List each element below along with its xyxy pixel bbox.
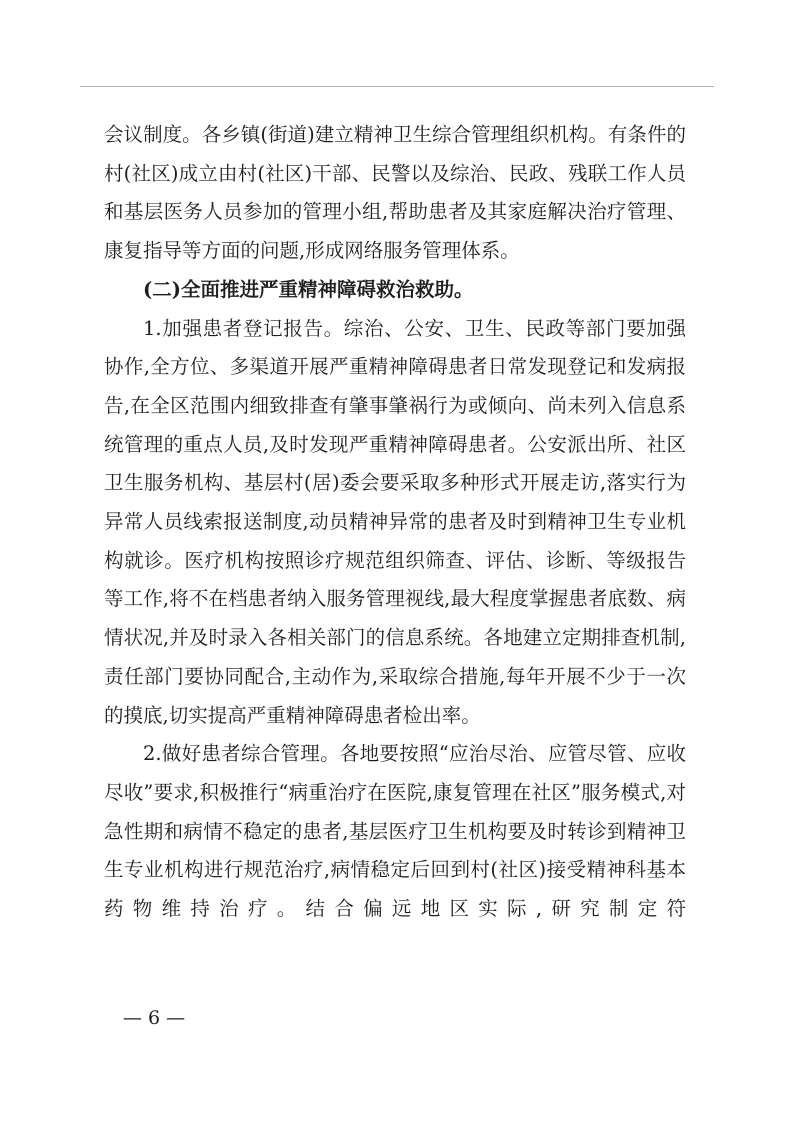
header-rule xyxy=(80,86,714,87)
paragraph-registration-report: 1.加强患者登记报告。综治、公安、卫生、民政等部门要加强协作,全方位、多渠道开展严重精神障碍患者日常发现登记和发病报告,在全区范围内细致排查有肇事肇祸行为或倾向、尚未列入信息系统管理的重点人员,及时发现严重精神障碍患者。公安派出所、社区卫生服务机构、基层村(居)委会要采取多种形式开展走访,落实行为异常人员线索报送制度,动员精神异常的患者及时到精神卫生专业机构就诊。医疗机构按照诊疗规范组织筛查、评估、诊断、等级报告等工作,将不在档患者纳入服务管理视线,最大程度掌握患者底数、病情状况,并及时录入各相关部门的信息系统。各地建立定期排查机制,责任部门要协同配合,主动作为,采取综合措施,每年开展不少于一次的摸底,切实提高严重精神障碍患者检出率。 xyxy=(104,316,686,727)
page-number: — 6 — xyxy=(122,1007,186,1029)
body-text xyxy=(104,116,686,929)
section-heading-treatment-aid: (二)全面推进严重精神障碍救治救助。 xyxy=(143,277,474,301)
paragraph-management-system: 会议制度。各乡镇(街道)建立精神卫生综合管理组织机构。有条件的村(社区)成立由村(社区)干部、民警以及综治、民政、残联工作人员和基层医务人员参加的管理小组,帮助患者及其家庭解决治疗管理、康复指导等方面的问题,形成网络服务管理体系。 xyxy=(104,123,686,263)
paragraph-comprehensive-management: 2.做好患者综合管理。各地要按照“应治尽治、应管尽管、应收尽收”要求,积极推行“病重治疗在医院,康复管理在社区”服务模式,对急性期和病情不稳定的患者,基层医疗卫生机构要及时转诊到精神卫生专业机构进行规范治疗,病情稳定后回到村(社区)接受精神科基本药物维持治疗。结合偏远地区实际,研究制定符 xyxy=(104,742,686,921)
